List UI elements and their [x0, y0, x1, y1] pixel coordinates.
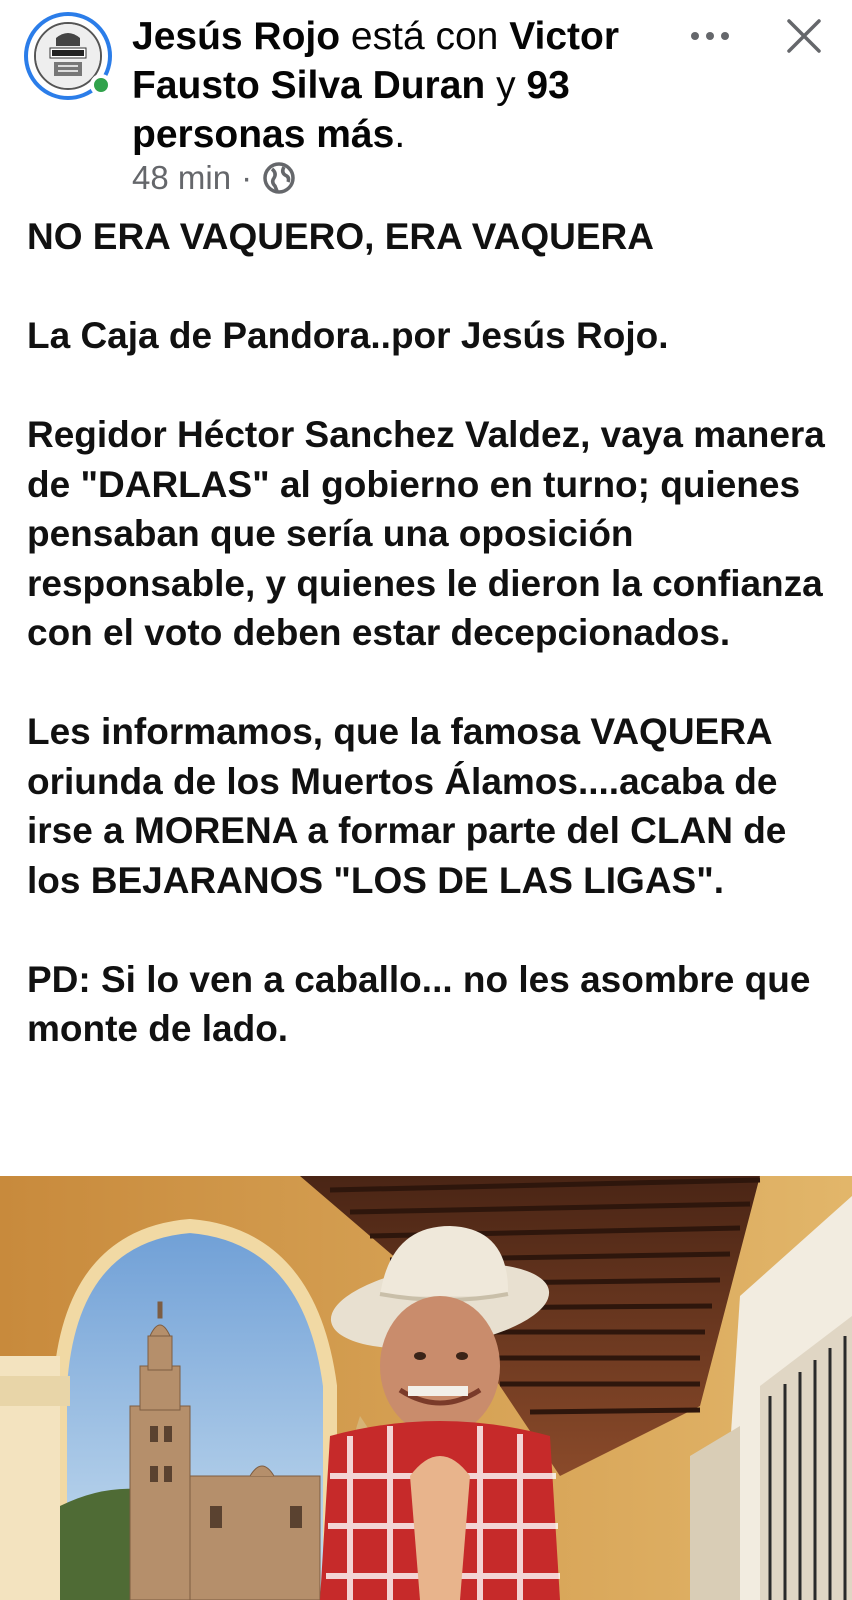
close-icon[interactable]	[782, 14, 826, 58]
post-byline: La Caja de Pandora..por Jesús Rojo.	[27, 315, 669, 356]
post-time[interactable]: 48 min	[132, 159, 232, 196]
post-author-line	[132, 12, 692, 159]
online-status-dot	[90, 74, 112, 96]
post-paragraph: Regidor Héctor Sanchez Valdez, vaya manera de "DARLAS" al gobierno en turno; quienes pensaban que sería una oposición responsable, y quienes le dieron la confianza con el voto deben estar decepcionados.	[27, 414, 825, 653]
post-headline: NO ERA VAQUERO, ERA VAQUERA	[27, 216, 654, 257]
and-text: y	[485, 64, 527, 107]
author-avatar[interactable]	[24, 12, 112, 100]
with-text: está con	[340, 15, 510, 58]
post-text	[27, 212, 827, 1054]
meta-separator: ·	[241, 159, 253, 196]
others-count-link[interactable]: 93 personas más	[132, 64, 570, 156]
tagged-person-link[interactable]: Victor Fausto Silva Duran	[132, 15, 620, 107]
period-text: .	[394, 113, 406, 156]
post-postscript: PD: Si lo ven a caballo... no les asombre que monte de lado.	[27, 958, 811, 1049]
globe-icon[interactable]	[262, 161, 296, 195]
post-paragraph: Les informamos, que la famosa VAQUERA oriunda de los Muertos Álamos....acaba de irse a MORENA a formar parte del CLAN de los BEJARANOS "LOS DE LAS LIGAS".	[27, 711, 787, 901]
more-dots-icon[interactable]	[688, 18, 732, 54]
post-photo[interactable]	[0, 1176, 852, 1600]
author-name-link[interactable]: Jesús Rojo	[132, 15, 341, 58]
post-meta	[132, 158, 296, 198]
post-header	[0, 0, 852, 200]
